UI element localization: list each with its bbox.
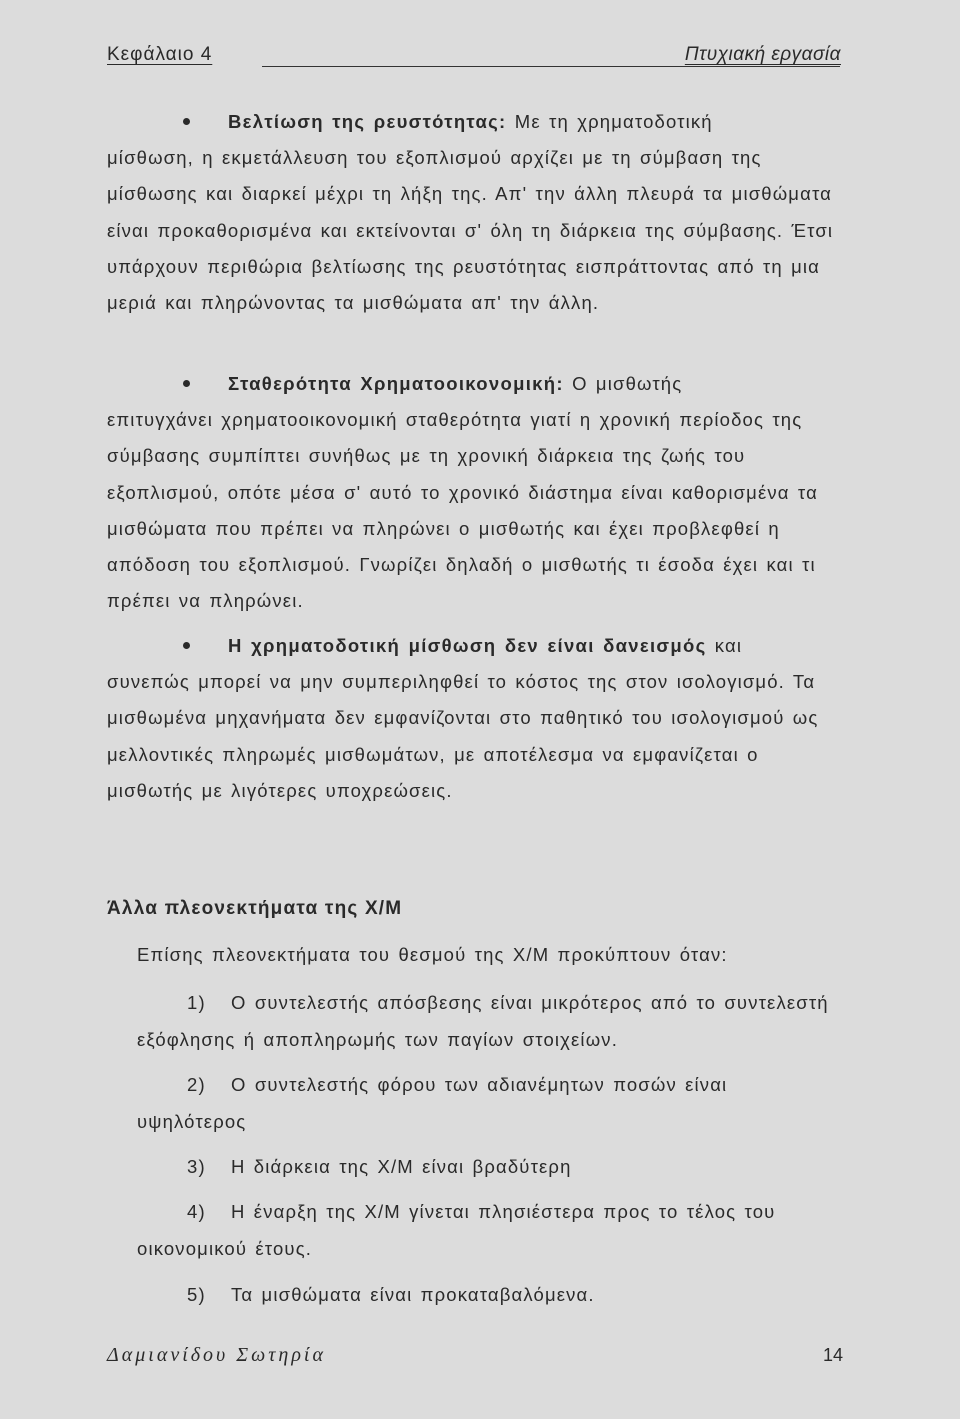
- item-number: 5): [187, 1284, 206, 1305]
- section-intro: Επίσης πλεονεκτήματα του θεσμού της Χ/Μ προκύπτουν όταν:: [137, 944, 728, 965]
- bullet-lead: Βελτίωση της ρευστότητας:: [228, 111, 507, 132]
- bullet-body: συνεπώς μπορεί να μην συμπεριληφθεί το κόστος της στον ισολογισμό. Τα μισθωμένα μηχανήματα δεν εμφανίζονται στο παθητικό του ισολογισμού ως μελλοντικές πληρωμές μισθωμάτων, με αποτέλεσμα να εμφανίζεται ο μισθωτής με λιγότερες υποχρεώσεις.: [107, 671, 819, 801]
- item-text: Ο συντελεστής απόσβεσης είναι μικρότερος από το συντελεστή εξόφλησης ή αποπληρωμής των παγίων στοιχείων.: [137, 992, 829, 1050]
- bullet-icon: [183, 118, 190, 125]
- section-heading: Άλλα πλεονεκτήματα της Χ/Μ: [107, 898, 403, 919]
- bullet-icon: [183, 642, 190, 649]
- bullet-body: επιτυγχάνει χρηματοοικονομική σταθερότητα γιατί η χρονική περίοδος της σύμβασης συμπίπτει συνήθως με τη χρονική διάρκεια της ζωής του εξοπλισμού, οπότε μέσα σ' αυτό το χρονικό διάστημα είναι καθορισμένα τα μισθώματα που πρέπει να πληρώνει ο μισθωτής και έχει προβλεφθεί η απόδοση του εξοπλισμού. Γνωρίζει δηλαδή ο μισθωτής τι έσοδα έχει και τι πρέπει να πληρώνει.: [107, 409, 818, 612]
- bullet-body: μίσθωση, η εκμετάλλευση του εξοπλισμού αρχίζει με τη σύμβαση της μίσθωσης και διαρκεί μέχρι τη λήξη της. Απ' την άλλη πλευρά τα μισθώματα είναι προκαθορισμένα και εκτείνονται σ' όλη τη διάρκεια της σύμβασης. Έτσι υπάρχουν περιθώρια βελτίωσης της ρευστότητας εισπράττοντας από τη μια μεριά και πληρώνοντας τα μισθώματα απ' την άλλη.: [107, 147, 834, 314]
- item-text: Ο συντελεστής φόρου των αδιανέμητων ποσών είναι υψηλότερος: [137, 1074, 728, 1132]
- bullet-line1: και: [706, 635, 743, 656]
- bullet-not-borrowing: [107, 628, 842, 809]
- list-item: [137, 984, 842, 1058]
- item-text: Η διάρκεια της Χ/Μ είναι βραδύτερη: [231, 1156, 572, 1177]
- list-item: [137, 1193, 842, 1267]
- item-number: 2): [187, 1074, 206, 1095]
- document-title: Πτυχιακή εργασία: [684, 44, 841, 65]
- item-number: 1): [187, 992, 206, 1013]
- page-number: 14: [822, 1345, 843, 1365]
- bullet-lead: Η χρηματοδοτική μίσθωση δεν είναι δανεισμός: [228, 635, 707, 656]
- bullet-liquidity: [107, 104, 842, 321]
- item-text: Τα μισθώματα είναι προκαταβαλόμενα.: [231, 1284, 595, 1305]
- item-number: 3): [187, 1156, 206, 1177]
- item-text: Η έναρξη της Χ/Μ γίνεται πλησιέστερα προς το τέλος του οικονομικού έτους.: [137, 1201, 776, 1259]
- item-number: 4): [187, 1201, 206, 1222]
- bullet-icon: [183, 380, 190, 387]
- list-item: [137, 1066, 842, 1140]
- footer-author: Δαμιανίδου Σωτηρία: [107, 1344, 326, 1366]
- bullet-line1: Με τη χρηματοδοτική: [506, 111, 713, 132]
- header-rule: [262, 66, 840, 67]
- bullet-line1: Ο μισθωτής: [563, 373, 683, 394]
- list-item: [137, 1148, 842, 1185]
- list-item: [137, 1276, 842, 1313]
- bullet-financial-stability: [107, 366, 842, 619]
- bullet-lead: Σταθερότητα Χρηματοοικονομική:: [228, 373, 564, 394]
- chapter-label: Κεφάλαιο 4: [107, 44, 213, 65]
